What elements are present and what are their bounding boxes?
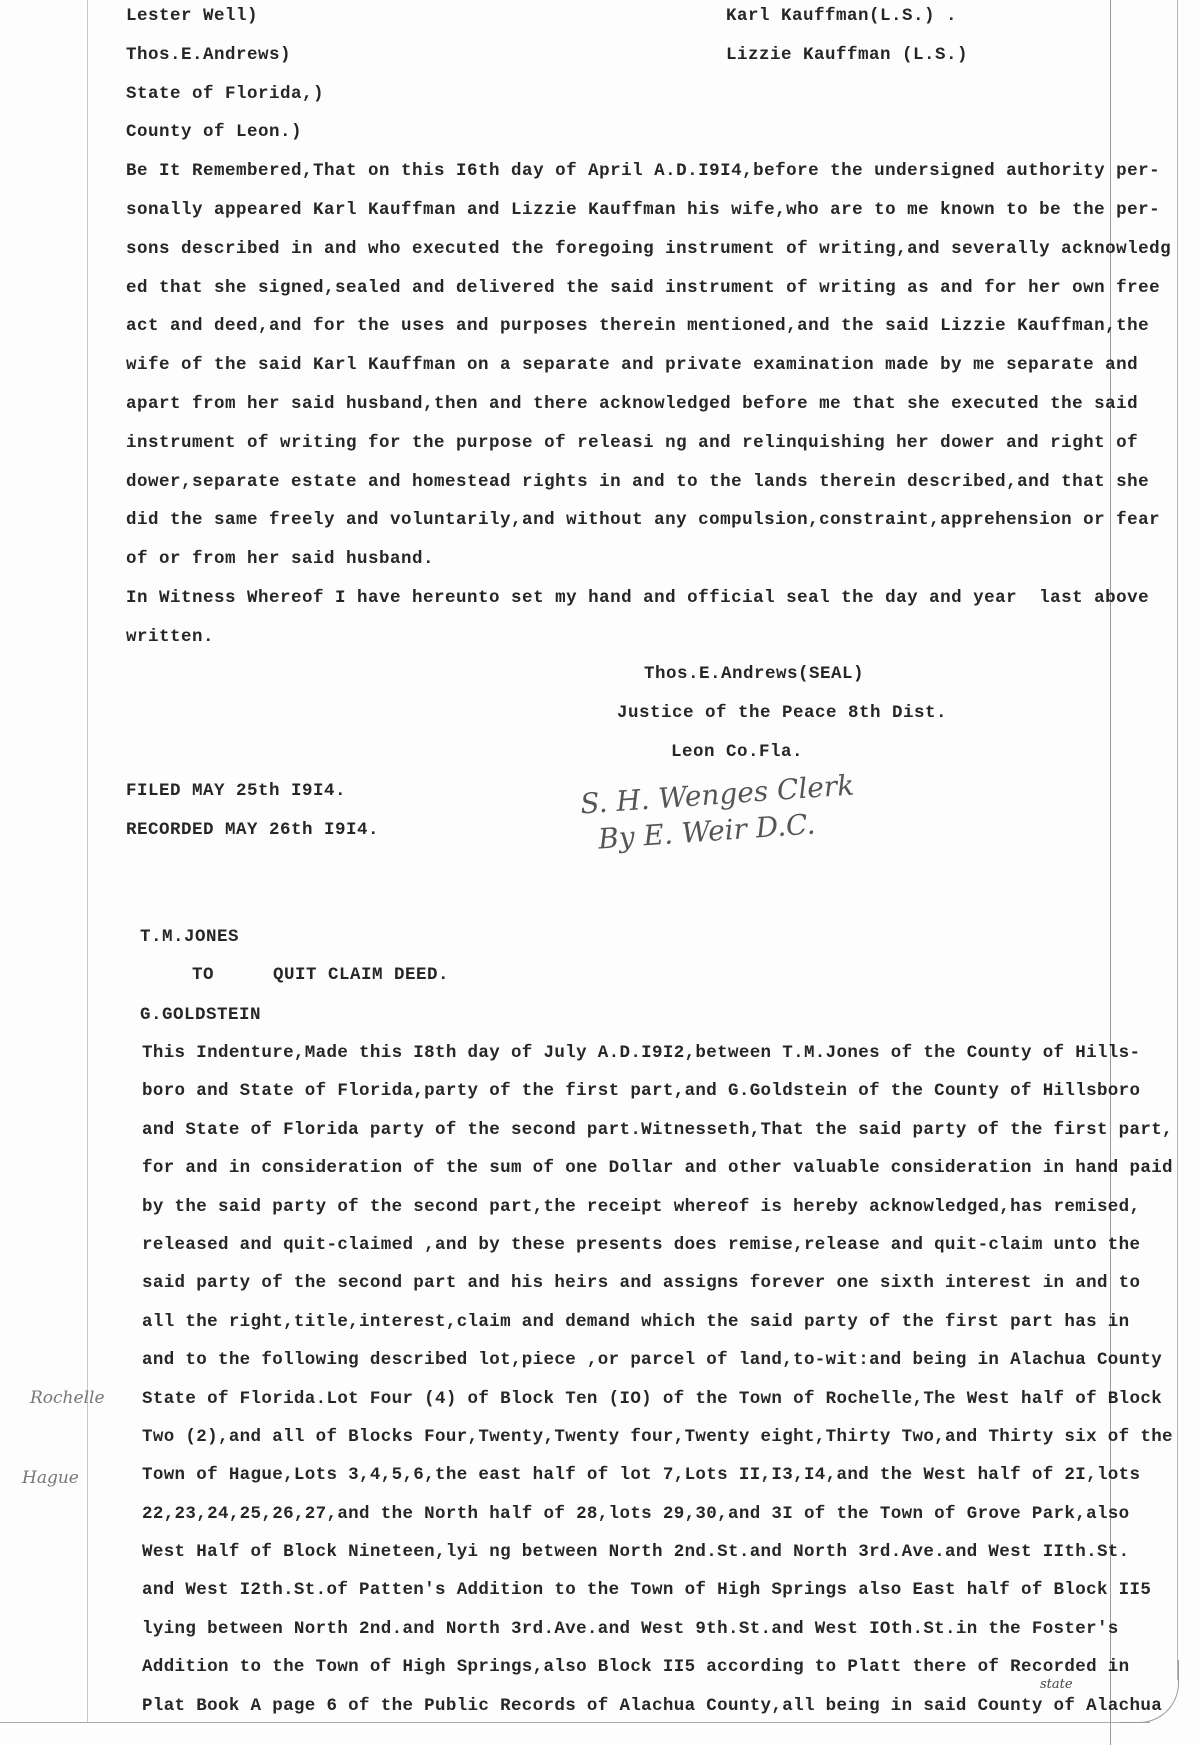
margin-note-hague: Hague (22, 1468, 79, 1488)
officer-county (671, 733, 803, 772)
text-line: FILED MAY 25th I9I4. (126, 781, 347, 801)
text-line: State of Florida,) (126, 83, 325, 104)
filing-lines (126, 772, 379, 850)
text-line: released and quit-claimed ,and by these presents does remise,release and quit-claim unto the (142, 1234, 1141, 1255)
text-line: West Half of Block Nineteen,lyi ng between North 2nd.St.and North 3rd.Ave.and West IIth.St. (142, 1542, 1130, 1563)
venue-lines (126, 75, 324, 153)
officer-signature-name (644, 655, 864, 694)
text-line: RECORDED MAY 26th I9I4. (126, 819, 380, 840)
text-line: Be It Remembered,That on this I6th day of April A.D.I9I4,before the undersigned authority per- (126, 161, 1161, 182)
text-line: Two (2),and all of Blocks Four,Twenty,Twenty four,Twenty eight,Thirty Two,and Thirty six of the (142, 1426, 1173, 1447)
deed-title (273, 956, 449, 995)
clerk-signature: S. H. Wenges Clerk (579, 768, 856, 821)
text-line: wife of the said Karl Kauffman on a separate and private examination made by me separate and (126, 355, 1139, 376)
text-line: and to the following described lot,piece ,or parcel of land,to-wit:and being in Alachua County (142, 1350, 1163, 1371)
witness-lines (126, 0, 291, 75)
text-line: Town of Hague,Lots 3,4,5,6,the east half of lot 7,Lots II,I3,I4,and the West half of 2I,lots (142, 1465, 1141, 1486)
text-line: In Witness Whereof I have hereunto set my hand and official seal the day and year last above (126, 587, 1150, 608)
to-label: TO (192, 965, 215, 985)
text-line: Lizzie Kauffman (L.S.) (726, 44, 969, 65)
text-line: State of Florida.Lot Four (4) of Block Ten (IO) of the Town of Rochelle,The West half of Block (142, 1388, 1163, 1409)
text-line: dower,separate estate and homestead rights in and to the lands therein described,and that she (126, 471, 1150, 492)
text-line: Lester Well) (126, 6, 259, 26)
text-line: all the right,title,interest,claim and demand which the said party of the first part has in (142, 1311, 1130, 1332)
text-line: Thos.E.Andrews) (126, 44, 292, 65)
deed-title-text: QUIT CLAIM DEED. (273, 965, 450, 985)
text-line: 22,23,24,25,26,27,and the North half of 28,lots 29,30,and 3I of the Town of Grove Park,also (142, 1503, 1130, 1524)
text-line: sons described in and who executed the foregoing instrument of writing,and severally acknowledg (126, 238, 1172, 259)
text-line: County of Leon.) (126, 122, 303, 143)
deed-grantor (140, 918, 239, 957)
acknowledgment-paragraph (126, 152, 1171, 656)
deputy-clerk-signature: By E. Weir D.C. (597, 807, 817, 856)
text-line: did the same freely and voluntarily,and without any compulsion,constraint,apprehension or fear (126, 510, 1161, 531)
margin-note-rochelle: Rochelle (30, 1388, 105, 1408)
text-line: for and in consideration of the sum of one Dollar and other valuable consideration in hand paid (142, 1158, 1173, 1179)
insertion-note: state (1040, 1677, 1073, 1692)
left-margin-line (87, 0, 88, 1722)
text-line: instrument of writing for the purpose of releasi ng and relinquishing her dower and right of (126, 432, 1139, 453)
deed-to (192, 956, 214, 995)
grantor-name: T.M.JONES (140, 927, 240, 947)
text-line: by the said party of the second part,the receipt whereof is hereby acknowledged,has remised, (142, 1196, 1141, 1217)
deed-grantee (140, 996, 261, 1035)
officer-title-text: Justice of the Peace 8th Dist. (617, 703, 948, 723)
officer-county-text: Leon Co.Fla. (671, 742, 804, 762)
text-line: Karl Kauffman(L.S.) . (726, 6, 958, 26)
text-line: Plat Book A page 6 of the Public Records of Alachua County,all being in said County of Alachua (142, 1695, 1163, 1716)
page-edge-line (1177, 0, 1178, 1680)
text-line: apart from her said husband,then and there acknowledged before me that she executed the said (126, 393, 1139, 414)
text-line: This Indenture,Made this I8th day of July A.D.I9I2,between T.M.Jones of the County of Hills- (142, 1043, 1141, 1063)
text-line: lying between North 2nd.and North 3rd.Ave.and West 9th.St.and West IOth.St.in the Foster's (142, 1618, 1119, 1639)
text-line: said party of the second part and his heirs and assigns forever one sixth interest in and to (142, 1273, 1141, 1294)
text-line: and State of Florida party of the second part.Witnesseth,That the said party of the first part, (142, 1119, 1173, 1140)
officer-title (617, 694, 947, 733)
signer-lines (726, 0, 968, 75)
text-line: ed that she signed,sealed and delivered the said instrument of writing as and for her own free (126, 277, 1161, 298)
grantee-name: G.GOLDSTEIN (140, 1005, 262, 1025)
deed-body (142, 1034, 1173, 1725)
text-line: boro and State of Florida,party of the first part,and G.Goldstein of the County of Hillsboro (142, 1081, 1141, 1102)
text-line: Addition to the Town of High Springs,also Block II5 according to Platt there of Recorded in (142, 1657, 1130, 1678)
text-line: sonally appeared Karl Kauffman and Lizzie Kauffman his wife,who are to me known to be the per- (126, 199, 1161, 220)
text-line: act and deed,and for the uses and purposes therein mentioned,and the said Lizzie Kauffman,the (126, 316, 1150, 337)
text-line: of or from her said husband. (126, 549, 435, 570)
officer-name: Thos.E.Andrews(SEAL) (644, 664, 865, 684)
text-line: written. (126, 626, 215, 647)
text-line: and West I2th.St.of Patten's Addition to the Town of High Springs also East half of Block II5 (142, 1580, 1152, 1601)
